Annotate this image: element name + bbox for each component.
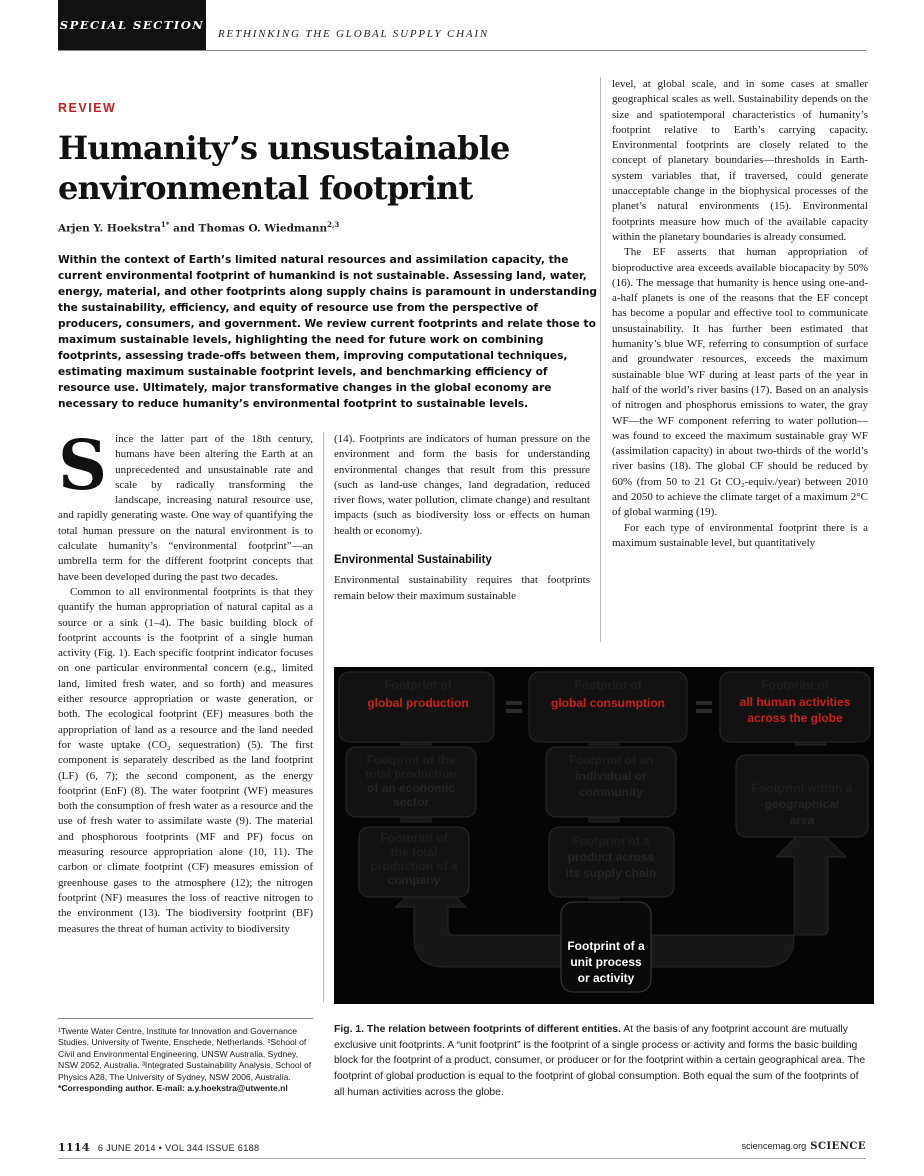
box5-line1: Footprint of an <box>568 753 654 767</box>
paragraph-4: Environmental sustainability requires that footprints remain below their maximum sustainable <box>334 574 590 602</box>
author-2: Thomas O. Wiedmann <box>198 222 328 235</box>
box9-line1: Footprint of a <box>567 939 645 953</box>
caption-lead: Fig. 1. The relation between footprints of different entities. <box>334 1024 621 1035</box>
drop-cap: S <box>58 426 108 506</box>
box1-line2: global production <box>367 696 469 710</box>
section-badge: SPECIAL SECTION <box>58 0 206 50</box>
box5-line3: community <box>578 785 644 799</box>
paragraph-1: Since the latter part of the 18th century, humans have been altering the Earth at an unprecedented and unsustainable rate and scale by radically transforming the landscape, increasing natural resource use, and rapidly generating waste. One way of quantifying the total human pressure on the natural environment is to calculate humanity’s “environmental footprint”—an umbrella term for the different footprint concepts that have been developed during the past two decades. <box>58 426 313 583</box>
box3-line1: Footprint of <box>761 678 829 692</box>
box9-line3: or activity <box>577 971 635 985</box>
paragraph-6: The EF asserts that human appropriation of bioproductive area exceeds available biocapacity by 50% (16). The message that humanity is hence using one-and-a-half planets is one of the reasons that the EF concept has become a popular and effective tool to communicate unsustainability. It has further been estimated that humanity’s blue WF, referring to consumption of surface and groundwater resources, exceeds the maximum sustainable blue WF during at least parts of the year in half of the world’s river basins (17). Based on an analysis of nitrogen and phosphorus emissions to water, the gray WF—the WF component referring to water pollution—was found to exceed the maximum sustainable gray WF (assimilation capacity) in about two-thirds of the world’s river basins (18). The global CF should be reduced by 60% (from 50 to 21 Gt CO₂-equiv./year) between 2010 and 2050 to achieve the climate target of a maximum 2°C of global warming (19). <box>612 246 868 519</box>
box8-line2: product across <box>567 850 655 864</box>
affiliation-text: ¹Twente Water Centre, Institute for Innovation and Governance Studies, University of Twente, Enschede, Netherlands. ²School of Civil and Environmental Engineering, UNSW Australia, Sydney, NSW 2052, Australia. ³Integrated Sustainability Analysis, School of Physics A28, The University of Sydney, NSW 2006, Australia. <box>58 1026 312 1082</box>
paragraph-3: (14). Footprints are indicators of human pressure on the environment and form the basis for understanding environmental changes that result from this pressure (such as land-use changes, land degradation, reduced river flows, water pollution, climate change) and resultant impacts (such as biodiversity loss or effects on human health or economy). <box>334 433 590 537</box>
box5-line2: individual or <box>575 769 647 783</box>
box6-line1: Footprint within a <box>751 781 853 795</box>
affiliations <box>58 1026 313 1094</box>
paragraph-5: level, at global scale, and in some cases at smaller geographical scales as well. Sustainability depends on the size and spatiotemporal characteristics of humanity’s footprint relative to Earth’s carrying capacity. Environmental footprints are closely related to the concept of planetary boundaries—thresholds in Earth-system variables that, if traversed, could generate unacceptable change in the biophysical processes of the planet’s natural environments (15). Environmental footprints measure how much of the available capacity within the planetary boundaries is already consumed. <box>612 78 868 243</box>
box9-line2: unit process <box>570 955 642 969</box>
author-line <box>58 220 339 235</box>
abstract: Within the context of Earth’s limited natural resources and assimilation capacity, the current environmental footprint of humankind is not sustainable. Assessing land, water, energy, material, and other footprints along supply chains is paramount in understanding the sustainability, efficiency, and equity of resource use from the perspective of producers, consumers, and government. We review current footprints and relate those to maximum sustainable levels, highlighting the need for future work on combining footprints, assessing trade-offs between them, improving computational techniques, estimating maximum sustainable footprint levels, and benchmarking efficiency of resource use. Ultimately, major transformative changes in the global economy are necessary to reduce humanity’s environmental footprint to sustainable levels. <box>58 254 597 410</box>
affiliation-rule <box>58 1018 313 1019</box>
paragraph-7: For each type of environmental footprint there is a maximum sustainable level, but quantitatively <box>612 521 868 549</box>
author-1-affil: 1* <box>160 220 170 229</box>
box1-line1: Footprint of <box>384 678 452 692</box>
box4-line1: Footprint of the <box>366 753 456 767</box>
box3-line2: all human activities <box>739 695 851 709</box>
figure-1 <box>334 667 874 1004</box>
box6-line3: area <box>789 813 815 827</box>
column-rule-1 <box>323 432 324 1002</box>
corresponding-author: *Corresponding author. E-mail: a.y.hoekstra@utwente.nl <box>58 1083 288 1094</box>
author-1: Arjen Y. Hoekstra <box>58 222 161 235</box>
box8-line3: its supply chain <box>565 866 657 880</box>
author-and: and <box>169 222 199 235</box>
body-column-1 <box>58 426 313 937</box>
section-title: RETHINKING THE GLOBAL SUPPLY CHAIN <box>218 28 490 40</box>
box8-line1: Footprint of a <box>572 834 650 848</box>
caption-text: At the basis of any footprint account are mutually exclusive unit footprints. A “unit footprint” is the footprint of a single process or activity and forms the basic building block for the footprint of a product, consumer, or producer or for the footprint within a certain geographical area. The footprint of global production is equal to the footprint of global consumption. Both equal the sum of the footprints of all human activities across the globe. <box>334 1024 866 1098</box>
box4-line3: of an economic <box>366 781 456 795</box>
box4-line4: sector <box>392 795 430 809</box>
article-kicker: REVIEW <box>58 101 117 115</box>
site-url: sciencemag.org <box>741 1141 807 1151</box>
header-rule <box>58 50 866 51</box>
footer-left <box>58 1141 259 1154</box>
box7-line1: Footprint of <box>380 831 448 845</box>
footer-rule <box>58 1158 866 1159</box>
figure-caption <box>334 1022 868 1101</box>
body-column-2 <box>334 432 590 604</box>
section-heading: Environmental Sustainability <box>334 554 492 567</box>
box3-line3: across the globe <box>747 711 843 725</box>
footprint-diagram <box>334 667 874 1004</box>
journal-brand: SCIENCE <box>810 1141 866 1152</box>
author-2-affil: 2,3 <box>327 220 340 229</box>
body-column-3 <box>612 77 868 551</box>
article-title: Humanity’s unsustainable environmental footprint <box>58 129 510 207</box>
footer-right <box>741 1141 866 1152</box>
box7-line2: the total <box>390 845 438 859</box>
paragraph-2: Common to all environmental footprints is that they quantify the human appropriation of natural capital as a source or a sink (1–4). The basic building block of footprint accounts is the footprint of a single human activity (Fig. 1). Each specific footprint indicator focuses on one particular environmental concern (e.g., limited land, limited fresh water, and so forth) and measures either resource appropriation or waste generation, or both. The ecological footprint (EF) measures both the appropriation of land as a resource and the land needed for waste uptake (CO₂ sequestration) (5). The first component is separately described as the land footprint (LF) (6, 7); the second component, as the energy footprint (EnF) (8). The water footprint (WF) measures both the consumption of fresh water as a resource and the use of fresh water to assimilate waste (9). The material and phosphorous footprints (MF and PF) focus on measuring resource appropriation alone (10, 11). The carbon or climate footprint (CF) measures emission of greenhouse gases to the atmosphere (12); the nitrogen footprint (NF) measures the loss of reactive nitrogen to the environment (13). The biodiversity footprint (BF) measures the threat of human activity to biodiversity <box>58 585 313 935</box>
box6-line2: geographical <box>764 797 840 811</box>
box2-line1: Footprint of <box>574 678 642 692</box>
box7-line4: company <box>387 873 441 887</box>
issue-info: 6 JUNE 2014 • VOL 344 ISSUE 6188 <box>97 1143 260 1153</box>
column-rule-2 <box>600 77 601 642</box>
box2-line2: global consumption <box>551 696 665 710</box>
page-number: 1114 <box>58 1141 90 1154</box>
box7-line3: production of a <box>370 859 458 873</box>
box4-line2: total production <box>365 767 457 781</box>
